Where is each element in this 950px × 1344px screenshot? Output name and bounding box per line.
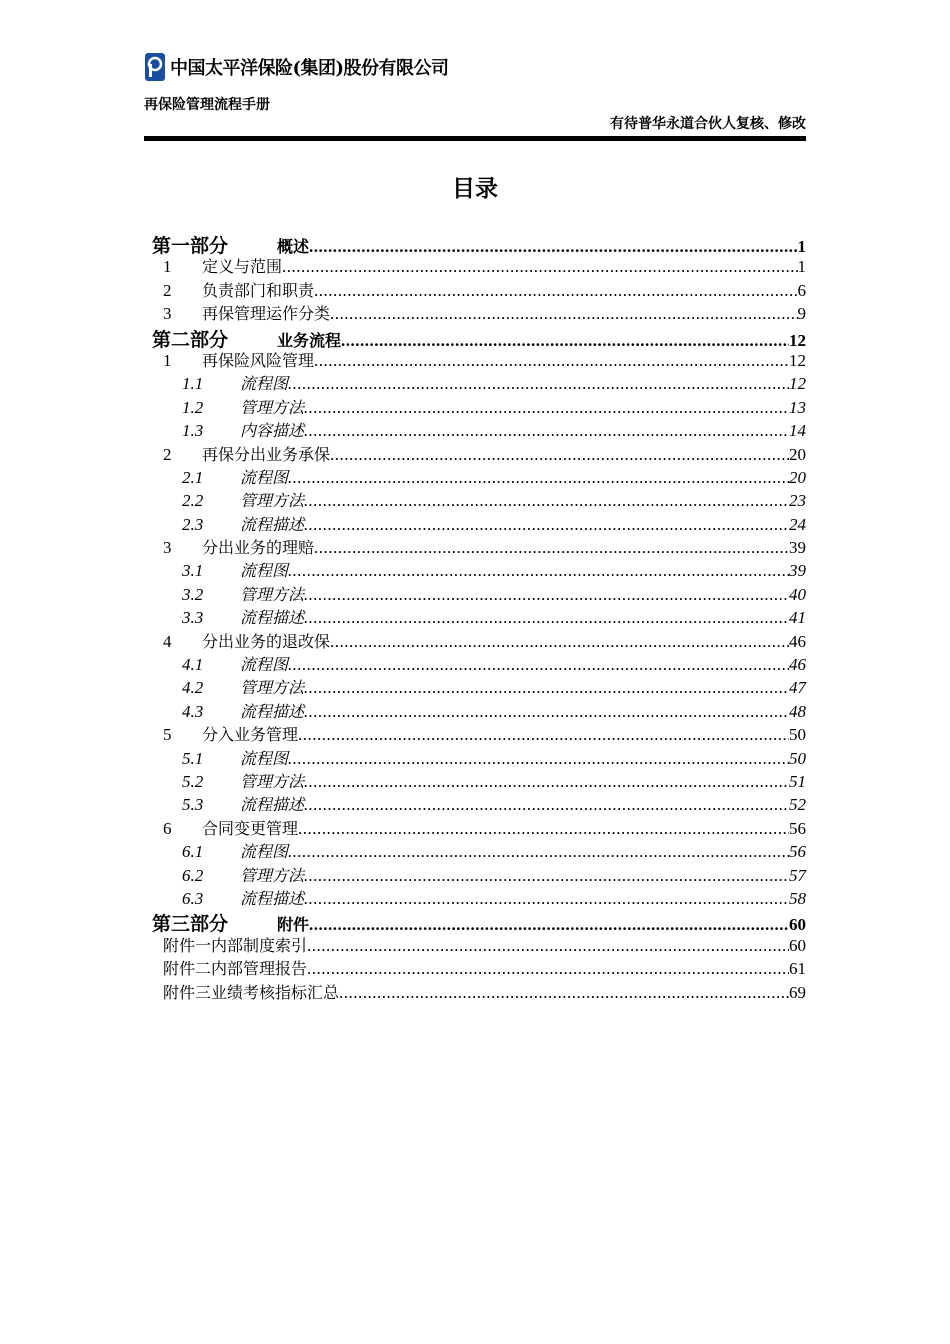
company-name: 中国太平洋保险(集团)股份有限公司 bbox=[170, 58, 449, 79]
toc-entry-number: 2.3 bbox=[182, 514, 204, 534]
toc-entry-label: 业绩考核指标汇总 bbox=[211, 982, 340, 1002]
toc-entry-page: 56 bbox=[789, 818, 806, 838]
toc-entry[interactable] bbox=[152, 582, 806, 605]
toc-entry-leader bbox=[304, 608, 789, 628]
toc-entry-label: 流程图 bbox=[240, 467, 289, 487]
toc-entry-page: 14 bbox=[789, 421, 806, 441]
company-logo bbox=[144, 50, 449, 84]
toc-entry-number: 1.1 bbox=[182, 374, 204, 394]
toc-entry-page: 6 bbox=[797, 280, 806, 300]
toc-entry-page: 20 bbox=[789, 444, 806, 464]
toc-entry-page: 1 bbox=[797, 237, 806, 256]
toc-entry-label: 分出业务的理赔 bbox=[202, 538, 315, 558]
toc-entry-page: 12 bbox=[789, 350, 806, 370]
toc-entry-page: 60 bbox=[789, 915, 806, 935]
toc-entry-label: 管理方法 bbox=[240, 584, 305, 604]
toc-entry-page: 50 bbox=[789, 725, 806, 745]
toc-entry-page: 61 bbox=[789, 959, 806, 979]
toc-entry-label: 流程描述 bbox=[240, 514, 305, 534]
toc-entry-leader bbox=[288, 655, 789, 675]
toc-entry[interactable] bbox=[152, 605, 806, 628]
toc-entry-number: 2.1 bbox=[182, 467, 204, 487]
toc-entry-label: 流程图 bbox=[240, 842, 289, 862]
toc-entry-number: 4.2 bbox=[182, 678, 204, 698]
toc-entry-number: 附件三 bbox=[163, 982, 212, 1002]
toc-entry-leader bbox=[330, 632, 789, 652]
toc-entry-page: 13 bbox=[789, 397, 806, 417]
toc-entry-label: 管理方法 bbox=[240, 491, 305, 511]
toc-entry[interactable] bbox=[152, 933, 806, 956]
toc-entry-page: 9 bbox=[797, 304, 806, 324]
toc-entry-number: 3.2 bbox=[182, 584, 204, 604]
toc-entry[interactable] bbox=[152, 746, 806, 769]
toc-entry-page: 57 bbox=[789, 865, 806, 885]
toc-entry-number: 4.3 bbox=[182, 701, 204, 721]
toc-entry-label: 分入业务管理 bbox=[202, 725, 299, 745]
toc-entry[interactable] bbox=[152, 278, 806, 301]
toc-entry-leader bbox=[304, 889, 789, 909]
toc-entry-label: 流程描述 bbox=[240, 888, 305, 908]
toc-entry-number: 2 bbox=[163, 280, 172, 300]
toc-entry[interactable] bbox=[152, 488, 806, 511]
toc-entry-label: 分出业务的退改保 bbox=[202, 631, 331, 651]
toc-entry[interactable] bbox=[152, 348, 806, 371]
toc-entry-leader bbox=[298, 819, 789, 839]
toc-entry[interactable] bbox=[152, 325, 806, 351]
toc-entry-label: 管理方法 bbox=[240, 678, 305, 698]
toc-entry-leader bbox=[304, 772, 789, 792]
doc-title: 再保险管理流程手册 bbox=[144, 97, 270, 113]
toc-entry-page: 52 bbox=[789, 795, 806, 815]
toc-entry[interactable] bbox=[152, 535, 806, 558]
toc-entry-label: 再保分出业务承保 bbox=[202, 444, 331, 464]
toc-entry-leader bbox=[304, 585, 789, 605]
toc-entry-label: 流程图 bbox=[240, 561, 289, 581]
toc-entry-leader bbox=[304, 866, 789, 886]
toc-entry-leader bbox=[298, 725, 789, 745]
toc-entry-page: 46 bbox=[789, 655, 806, 675]
toc-entry-page: 12 bbox=[789, 374, 806, 394]
toc-entry-number: 2.2 bbox=[182, 491, 204, 511]
toc-entry-label: 内容描述 bbox=[240, 421, 305, 441]
toc-entry-label: 定义与范围 bbox=[202, 257, 283, 277]
toc-entry-number: 6 bbox=[163, 818, 172, 838]
toc-entry-page: 60 bbox=[789, 935, 806, 955]
toc-entry-number: 1.3 bbox=[182, 421, 204, 441]
toc-entry-page: 39 bbox=[789, 538, 806, 558]
toc-entry-label: 内部管理报告 bbox=[211, 959, 308, 979]
toc-entry-leader bbox=[314, 351, 789, 371]
toc-entry-leader bbox=[314, 538, 789, 558]
toc-entry-leader bbox=[330, 445, 789, 465]
toc-entry-leader bbox=[288, 749, 789, 769]
toc-entry-number: 5.3 bbox=[182, 795, 204, 815]
toc-entry-page: 24 bbox=[789, 514, 806, 534]
toc-entry-label: 流程图 bbox=[240, 748, 289, 768]
toc-entry-label: 合同变更管理 bbox=[202, 818, 299, 838]
toc-entry-label: 流程图 bbox=[240, 374, 289, 394]
toc-entry-label: 概述 bbox=[277, 237, 310, 256]
toc-entry-label: 再保险风险管理 bbox=[202, 350, 315, 370]
toc-entry-leader bbox=[282, 257, 797, 277]
toc-entry-number: 6.2 bbox=[182, 865, 204, 885]
toc-entry-leader bbox=[304, 678, 789, 698]
toc-entry-page: 40 bbox=[789, 584, 806, 604]
toc-entry-label: 管理方法 bbox=[240, 865, 305, 885]
toc-entry-number: 6.3 bbox=[182, 888, 204, 908]
toc-entry[interactable] bbox=[152, 722, 806, 745]
toc-entry-leader bbox=[339, 983, 789, 1003]
toc-entry-page: 23 bbox=[789, 491, 806, 511]
toc-entry[interactable] bbox=[152, 956, 806, 979]
toc-entry-page: 69 bbox=[789, 982, 806, 1002]
toc-entry-page: 51 bbox=[789, 771, 806, 791]
toc-entry[interactable] bbox=[152, 231, 806, 257]
toc-entry-leader bbox=[304, 795, 789, 815]
toc-entry-page: 46 bbox=[789, 631, 806, 651]
toc-entry-number: 5.2 bbox=[182, 771, 204, 791]
page-header bbox=[144, 44, 806, 142]
toc-entry-label: 流程描述 bbox=[240, 608, 305, 628]
toc-entry[interactable] bbox=[152, 301, 806, 324]
toc-entry-number: 4 bbox=[163, 631, 172, 651]
toc-entry[interactable] bbox=[152, 652, 806, 675]
toc-entry-label: 管理方法 bbox=[240, 397, 305, 417]
toc-entry[interactable] bbox=[152, 254, 806, 277]
toc-entry[interactable] bbox=[152, 980, 806, 1003]
toc-entry[interactable] bbox=[152, 629, 806, 652]
table-of-contents bbox=[152, 231, 806, 1003]
toc-entry[interactable] bbox=[152, 395, 806, 418]
toc-entry[interactable] bbox=[152, 442, 806, 465]
toc-entry-leader bbox=[288, 468, 789, 488]
toc-entry-page: 41 bbox=[789, 608, 806, 628]
toc-entry-page: 48 bbox=[789, 701, 806, 721]
toc-entry-number: 第二部分 bbox=[152, 328, 229, 351]
toc-entry[interactable] bbox=[152, 675, 806, 698]
toc-entry-leader bbox=[288, 561, 789, 581]
toc-entry-page: 58 bbox=[789, 888, 806, 908]
toc-entry-leader bbox=[307, 959, 789, 979]
toc-entry-number: 5 bbox=[163, 725, 172, 745]
toc-entry-number: 5.1 bbox=[182, 748, 204, 768]
toc-entry-label: 内部制度索引 bbox=[211, 935, 308, 955]
toc-entry-leader bbox=[341, 331, 789, 351]
toc-entry[interactable] bbox=[152, 371, 806, 394]
toc-entry-page: 56 bbox=[789, 842, 806, 862]
toc-entry[interactable] bbox=[152, 886, 806, 909]
toc-entry-leader bbox=[304, 515, 789, 535]
toc-entry-number: 3 bbox=[163, 304, 172, 324]
toc-entry-leader bbox=[304, 491, 789, 511]
toc-entry-number: 3.1 bbox=[182, 561, 204, 581]
toc-entry-page: 47 bbox=[789, 678, 806, 698]
toc-entry-number: 3 bbox=[163, 538, 172, 558]
toc-entry-number: 2 bbox=[163, 444, 172, 464]
toc-entry-leader bbox=[330, 304, 797, 324]
toc-entry-leader bbox=[314, 281, 797, 301]
toc-entry-number: 附件一 bbox=[163, 935, 212, 955]
toc-entry-label: 流程描述 bbox=[240, 795, 305, 815]
toc-entry[interactable] bbox=[152, 816, 806, 839]
toc-entry[interactable] bbox=[152, 699, 806, 722]
toc-entry-page: 50 bbox=[789, 748, 806, 768]
toc-entry-page: 1 bbox=[797, 257, 806, 277]
toc-entry-label: 负责部门和职责 bbox=[202, 280, 315, 300]
toc-entry-number: 1.2 bbox=[182, 397, 204, 417]
toc-entry-leader bbox=[307, 936, 789, 956]
toc-entry[interactable] bbox=[152, 418, 806, 441]
toc-entry-leader bbox=[288, 374, 789, 394]
toc-entry-leader bbox=[288, 842, 789, 862]
toc-entry-label: 再保管理运作分类 bbox=[202, 304, 331, 324]
toc-title: 目录 bbox=[452, 176, 498, 202]
toc-entry-label: 流程图 bbox=[240, 655, 289, 675]
toc-entry[interactable] bbox=[152, 465, 806, 488]
review-note: 有待普华永道合伙人复核、修改 bbox=[610, 116, 806, 132]
toc-entry-number: 6.1 bbox=[182, 842, 204, 862]
toc-entry-leader bbox=[309, 237, 797, 257]
toc-entry-page: 20 bbox=[789, 467, 806, 487]
toc-entry-number: 第三部分 bbox=[152, 913, 229, 936]
header-rule bbox=[144, 136, 806, 141]
toc-entry-label: 流程描述 bbox=[240, 701, 305, 721]
toc-entry[interactable] bbox=[152, 792, 806, 815]
toc-entry-leader bbox=[309, 915, 789, 935]
toc-entry-leader bbox=[304, 421, 789, 441]
toc-entry-number: 附件二 bbox=[163, 959, 212, 979]
toc-entry-number: 1 bbox=[163, 350, 172, 370]
toc-entry-page: 12 bbox=[789, 330, 806, 350]
toc-entry-leader bbox=[304, 398, 789, 418]
toc-entry[interactable] bbox=[152, 558, 806, 581]
toc-entry-number: 第一部分 bbox=[152, 235, 229, 257]
toc-entry-number: 4.1 bbox=[182, 655, 204, 675]
toc-entry-number: 3.3 bbox=[182, 608, 204, 628]
toc-entry-number: 1 bbox=[163, 257, 172, 277]
toc-entry-leader bbox=[304, 702, 789, 722]
toc-entry[interactable] bbox=[152, 769, 806, 792]
toc-entry-page: 39 bbox=[789, 561, 806, 581]
toc-entry[interactable] bbox=[152, 909, 806, 936]
toc-entry[interactable] bbox=[152, 839, 806, 862]
toc-entry-label: 管理方法 bbox=[240, 771, 305, 791]
toc-entry[interactable] bbox=[152, 863, 806, 886]
toc-entry-label: 业务流程 bbox=[277, 330, 342, 350]
toc-entry-label: 附件 bbox=[277, 915, 310, 935]
toc-entry[interactable] bbox=[152, 512, 806, 535]
cpic-logo-icon bbox=[144, 52, 166, 82]
